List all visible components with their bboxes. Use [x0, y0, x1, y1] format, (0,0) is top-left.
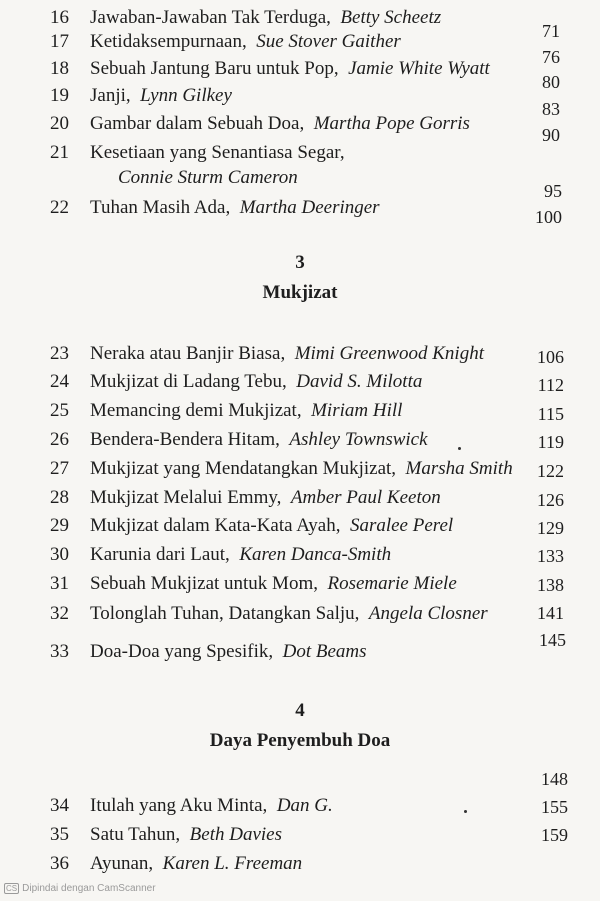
section-number: 3: [295, 252, 305, 273]
page-number: 119: [537, 432, 564, 452]
entry-title-line: [90, 426, 428, 454]
entry-number: 23: [50, 343, 69, 364]
entry-author: Sue Stover Gaither: [256, 31, 401, 52]
page-number: 106: [537, 347, 564, 367]
entry-title-line: [90, 638, 367, 666]
entry-title: Ayunan,: [90, 853, 154, 874]
scanner-watermark: [4, 883, 156, 894]
entry-title: Mukjizat di Ladang Tebu,: [90, 371, 287, 392]
page-number: 141: [537, 603, 564, 623]
entry-author: Ashley Townswick: [289, 429, 428, 450]
entry-number: 24: [50, 371, 69, 392]
entry-title: Karunia dari Laut,: [90, 544, 230, 565]
scan-dot: [464, 810, 467, 813]
entry-author: Dot Beams: [282, 641, 367, 662]
entry-title: Tuhan Masih Ada,: [90, 197, 231, 218]
entry-title-line: [90, 455, 513, 483]
toc-entry: [0, 397, 600, 425]
entry-author: Karen Danca-Smith: [239, 544, 392, 565]
entry-author: Martha Pope Gorris: [313, 113, 470, 134]
entry-number: 17: [50, 31, 69, 52]
watermark-text: Dipindai dengan CamScanner: [22, 883, 156, 894]
entry-title: Bendera-Bendera Hitam,: [90, 429, 280, 450]
entry-number: 27: [50, 458, 69, 479]
entry-author: Saralee Perel: [349, 515, 454, 536]
page-number: 115: [537, 404, 564, 424]
entry-author: Beth Davies: [189, 824, 282, 845]
entry-title-line: [90, 541, 391, 569]
entry-number: 32: [50, 603, 69, 624]
entry-author: Dan G.: [276, 795, 333, 816]
entry-title: Doa-Doa yang Spesifik,: [90, 641, 274, 662]
entry-title: Gambar dalam Sebuah Doa,: [90, 113, 305, 134]
page-number: 129: [537, 518, 564, 538]
page-number: 100: [535, 207, 562, 227]
entry-title-line: [90, 28, 401, 56]
page-number: 133: [537, 546, 564, 566]
toc-entry: [0, 194, 600, 222]
entry-number: 34: [50, 795, 69, 816]
page-number: 148: [541, 769, 568, 789]
camscanner-logo-icon: CS: [6, 884, 18, 893]
page-number: 95: [544, 181, 562, 201]
entry-author: Karen L. Freeman: [162, 853, 303, 874]
entry-title: Sebuah Mukjizat untuk Mom,: [90, 573, 318, 594]
page-number: 83: [542, 99, 560, 119]
entry-number: 30: [50, 544, 69, 565]
entry-title-line: [90, 792, 333, 820]
entry-number: 29: [50, 515, 69, 536]
entry-title-line: [90, 368, 422, 396]
entry-author: David S. Milotta: [296, 371, 423, 392]
entry-title-line: [90, 194, 380, 222]
entry-number: 16: [50, 7, 69, 28]
entry-title: Itulah yang Aku Minta,: [90, 795, 268, 816]
page-number: 71: [542, 21, 560, 41]
entry-title-line: [90, 55, 490, 83]
entry-number: 18: [50, 58, 69, 79]
entry-number: 35: [50, 824, 69, 845]
toc-entry: [0, 368, 600, 396]
page-number: 126: [537, 490, 564, 510]
entry-title: Jawaban-Jawaban Tak Terduga,: [90, 7, 331, 28]
entry-title-line: [90, 484, 441, 512]
entry-author: Miriam Hill: [311, 400, 403, 421]
entry-number: 33: [50, 641, 69, 662]
entry-author: Mimi Greenwood Knight: [294, 343, 484, 364]
toc-entry: [0, 821, 600, 849]
toc-entry: [0, 570, 600, 598]
entry-title: Tolonglah Tuhan, Datangkan Salju,: [90, 603, 360, 624]
scan-dot: [458, 447, 461, 450]
entry-author: Betty Scheetz: [340, 7, 442, 28]
entry-author: Angela Closner: [368, 603, 488, 624]
entry-title: Neraka atau Banjir Biasa,: [90, 343, 286, 364]
section-title: Mukjizat: [262, 282, 338, 303]
page-number: 90: [542, 125, 560, 145]
section-title: Daya Penyembuh Doa: [209, 730, 391, 751]
section-number: 4: [295, 700, 305, 721]
entry-title: Kesetiaan yang Senantiasa Segar,: [90, 142, 345, 163]
page-number: 159: [541, 825, 568, 845]
entry-title-line: [90, 397, 402, 425]
entry-author: Lynn Gilkey: [140, 85, 232, 106]
entry-title-line: [90, 821, 282, 849]
entry-title: Mukjizat Melalui Emmy,: [90, 487, 282, 508]
page-number: 80: [542, 72, 560, 92]
entry-title-line: [90, 850, 302, 878]
entry-title-line: [90, 570, 457, 598]
entry-title-line: [90, 340, 484, 368]
page-number: 145: [539, 630, 566, 650]
entry-title-line: [90, 110, 470, 138]
page-number: 155: [541, 797, 568, 817]
entry-title-line: [90, 139, 345, 167]
entry-number: 20: [50, 113, 69, 134]
toc-entry: [0, 426, 600, 454]
toc-entry: [0, 512, 600, 540]
entry-author: Marsha Smith: [405, 458, 513, 479]
entry-title: Satu Tahun,: [90, 824, 181, 845]
entry-number: 36: [50, 853, 69, 874]
entry-title: Memancing demi Mukjizat,: [90, 400, 302, 421]
entry-author: Jamie White Wyatt: [348, 58, 490, 79]
entry-title: Sebuah Jantung Baru untuk Pop,: [90, 58, 339, 79]
entry-title: Mukjizat dalam Kata-Kata Ayah,: [90, 515, 341, 536]
entry-title-line: [90, 82, 232, 110]
entry-author: Amber Paul Keeton: [290, 487, 441, 508]
entry-title-line: [90, 512, 453, 540]
entry-number: 21: [50, 142, 69, 163]
page-number: 112: [537, 375, 564, 395]
entry-number: 31: [50, 573, 69, 594]
page-number: 122: [537, 461, 564, 481]
toc-entry: [0, 340, 600, 368]
entry-title: Janji,: [90, 85, 131, 106]
entry-title-line: [90, 600, 488, 628]
toc-entry: [0, 484, 600, 512]
entry-title: Mukjizat yang Mendatangkan Mukjizat,: [90, 458, 397, 479]
toc-entry: [0, 638, 600, 666]
entry-number: 22: [50, 197, 69, 218]
entry-author: Rosemarie Miele: [327, 573, 457, 594]
entry-title: Ketidaksempurnaan,: [90, 31, 247, 52]
toc-entry: [0, 541, 600, 569]
page-number: 76: [542, 47, 560, 67]
toc-entry: [0, 850, 600, 878]
toc-entry: [0, 455, 600, 483]
entry-number: 26: [50, 429, 69, 450]
toc-entry: [0, 600, 600, 628]
entry-number: 19: [50, 85, 69, 106]
entry-author-continuation: Connie Sturm Cameron: [118, 167, 298, 188]
entry-number: 25: [50, 400, 69, 421]
toc-entry: [0, 792, 600, 820]
entry-author: Martha Deeringer: [239, 197, 380, 218]
entry-number: 28: [50, 487, 69, 508]
page-number: 138: [537, 575, 564, 595]
